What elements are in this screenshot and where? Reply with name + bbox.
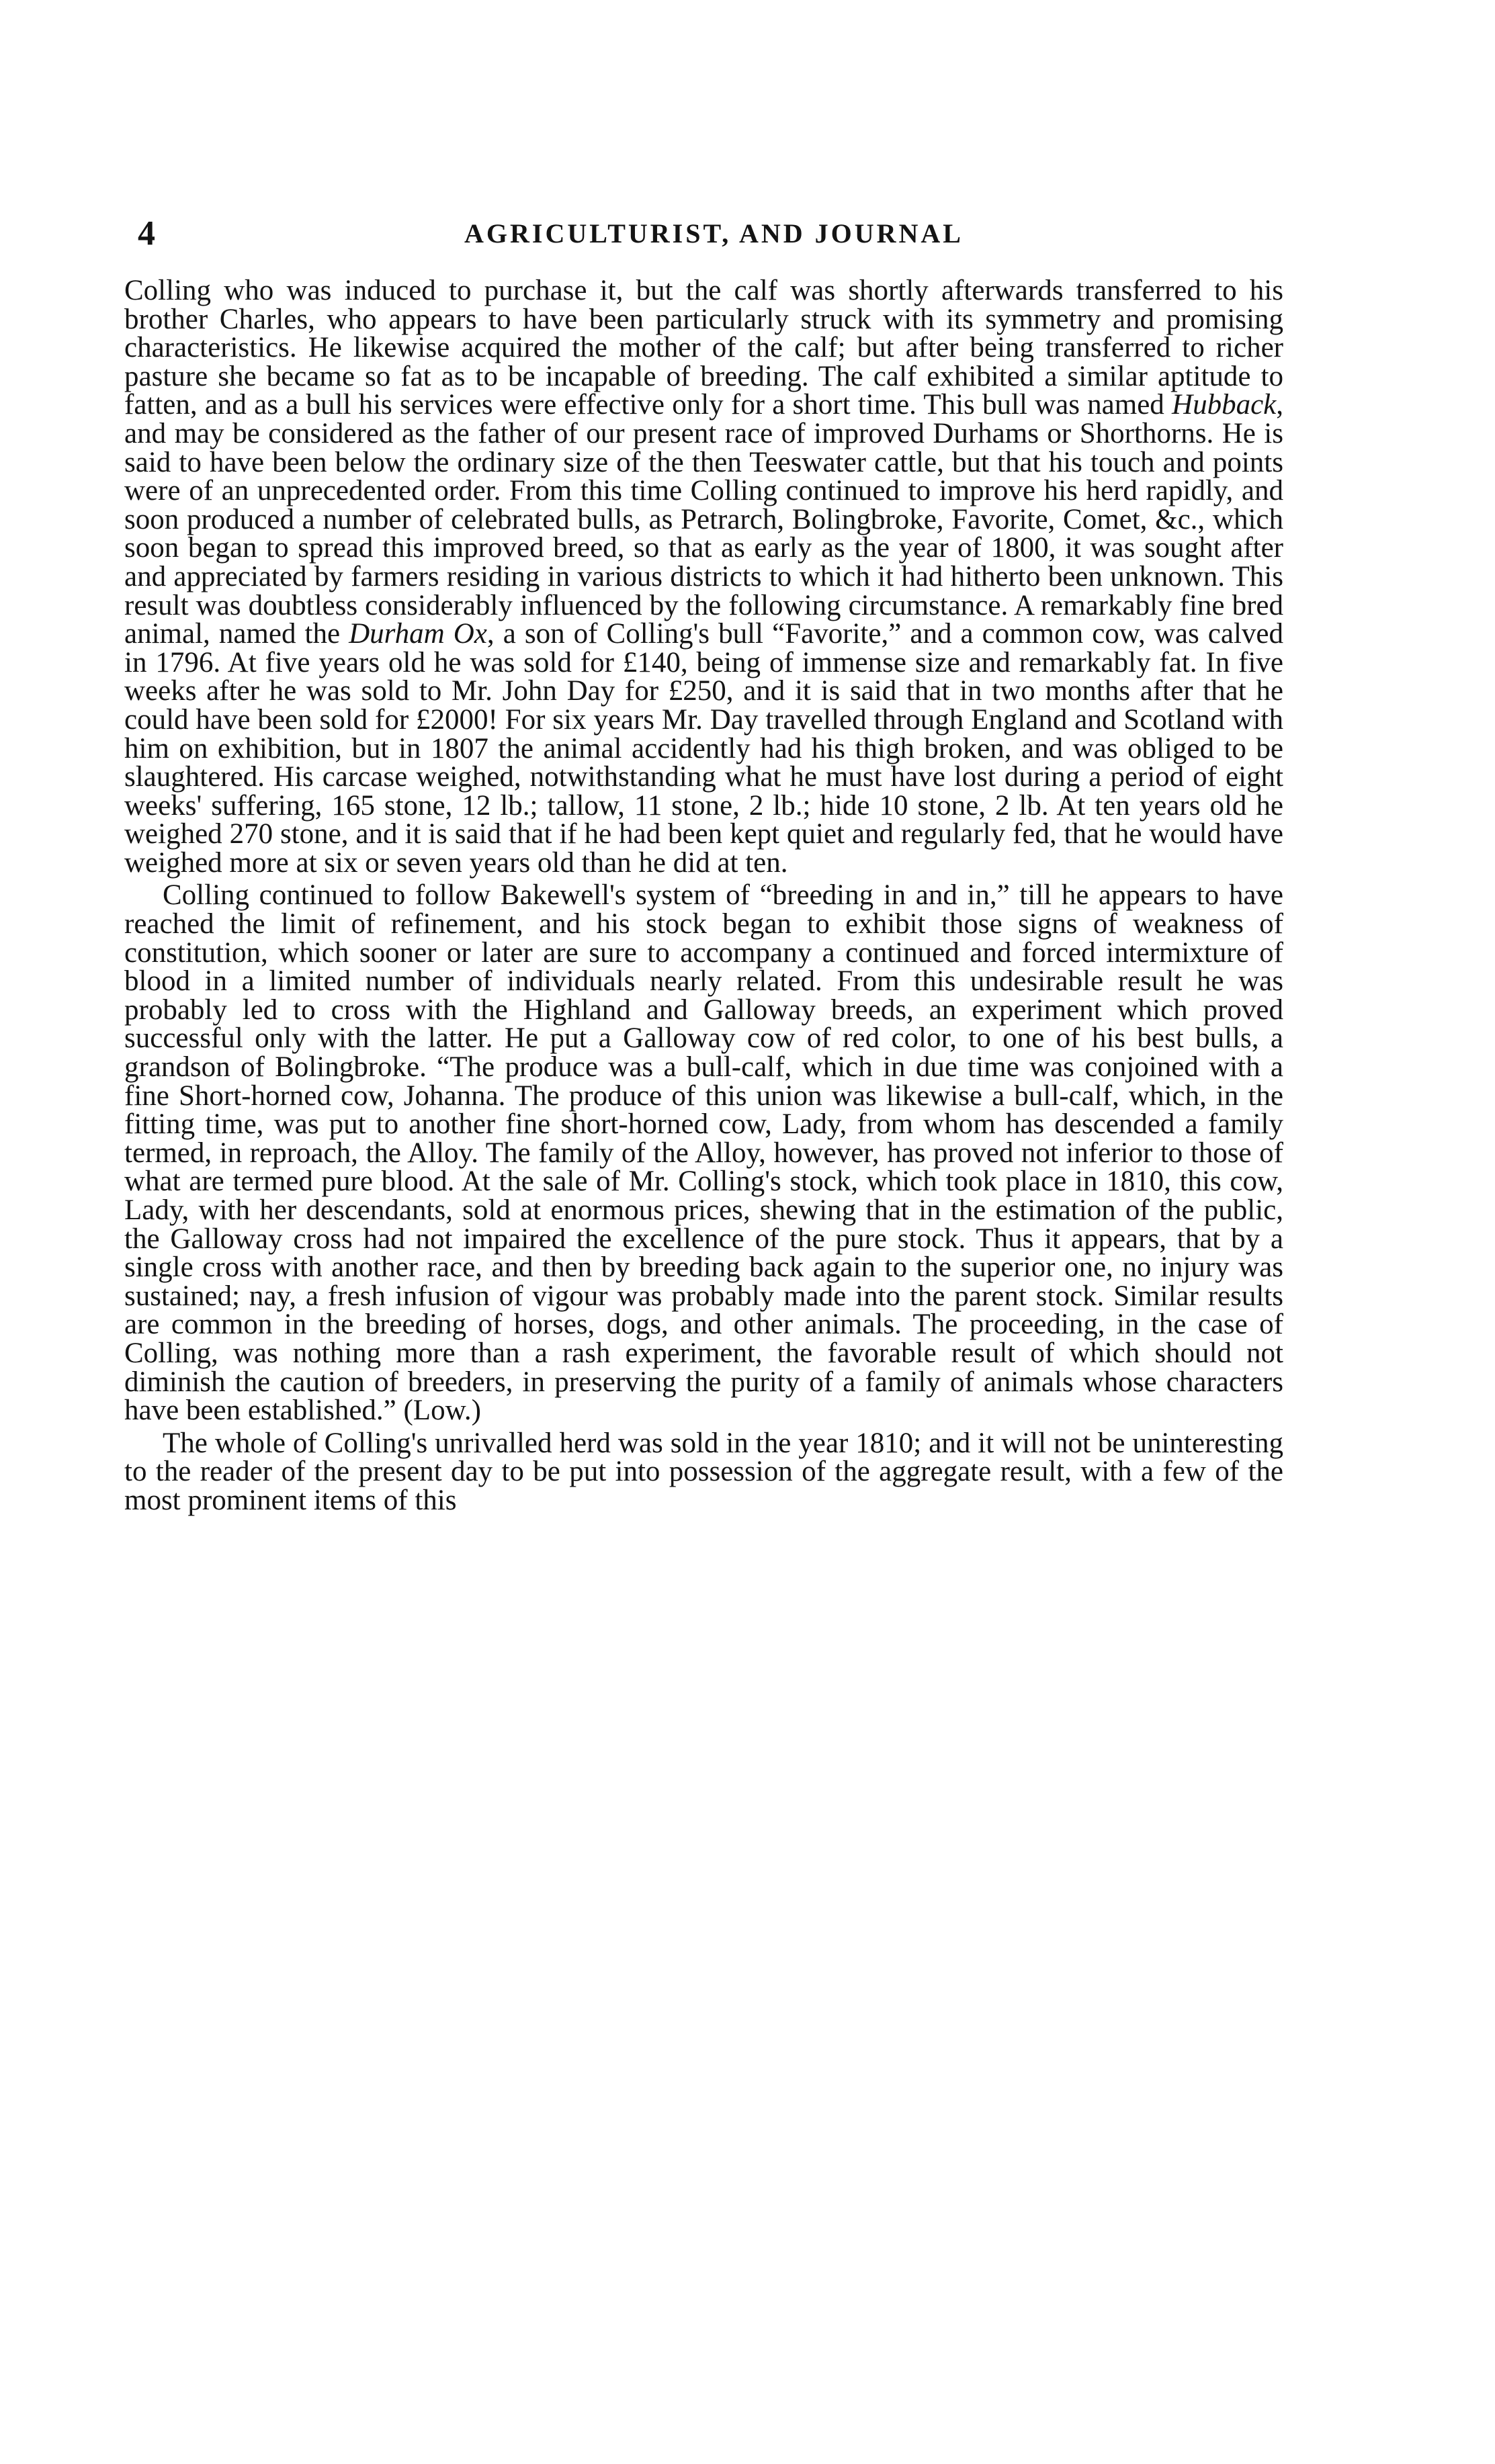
page-number: 4 [138,214,155,253]
text-run: The whole of Colling's unrivalled herd was sold in the year 1810; and it will not be uninteresting to the reader of the present day to be put into possession of the aggregate result, with a few of the most prominent items of this [124,1427,1283,1516]
text-run: , and may be considered as the father of our present race of improved Durhams or Shorthorns. He is said to have been below the ordinary size of the then Teeswater cattle, but that his touch and points were of an unprecedented order. From this time Colling continued to improve his herd rapidly, and soon produced a number of celebrated bulls, as Petrarch, Bolingbroke, Favorite, Comet, &c., which soon began to spread this improved breed, so that as early as the year of 1800, it was sought after and appreciated by farmers residing in various districts to which it had hitherto been unknown. This result was doubtless considerably influenced by the following circumstance. A remarkably fine bred animal, named the [124,389,1283,650]
running-title: AGRICULTURIST, AND JOURNAL [464,218,964,249]
body-text [124,277,1283,1515]
text-run: , a son of Colling's bull “Favorite,” and a common cow, was calved in 1796. At five years old he was sold for £140, being of immense size and remarkably fat. In five weeks after he was sold to Mr. John Day for £250, and it is said that in two months after that he could have been sold for £2000! For six years Mr. Day travelled through England and Scotland with him on exhibition, but in 1807 the animal accidently had his thigh broken, and was obliged to be slaughtered. His carcase weighed, notwithstanding what he must have lost during a period of eight weeks' suffering, 165 stone, 12 lb.; tallow, 11 stone, 2 lb.; hide 10 stone, 2 lb. At ten years old he weighed 270 stone, and it is said that if he had been kept quiet and regularly fed, that he would have weighed more at six or seven years old than he did at ten. [124,618,1284,879]
italic-name-hubback: Hubback [1172,389,1277,421]
paragraph-1 [124,277,1283,877]
paragraph-2 [124,881,1283,1425]
text-run: Colling who was induced to purchase it, but the calf was shortly afterwards transferred to his brother Charles, who appears to have been particularly struck with its symmetry and promising characteristics. He likewise acquired the mother of the calf; but after being transferred to richer pasture she became so fat as to be incapable of breeding. The calf exhibited a similar aptitude to fatten, and as a bull his services were effective only for a short time. This bull was named [124,275,1283,421]
paragraph-3 [124,1429,1283,1515]
text-run: Colling continued to follow Bakewell's system of “breeding in and in,” till he appears to have reached the limit of refinement, and his stock began to exhibit those signs of weakness of constitution, which sooner or later are sure to accompany a continued and forced intermixture of blood in a limited number of individuals nearly related. From this undesirable result he was probably led to cross with the Highland and Galloway breeds, an experiment which proved successful only with the latter. He put a Galloway cow of red color, to one of his best bulls, a grandson of Bolingbroke. “The produce was a bull-calf, which in due time was conjoined with a fine Short-horned cow, Johanna. The produce of this union was likewise a bull-calf, which, in the fitting time, was put to another fine short-horned cow, Lady, from whom has descended a family termed, in reproach, the Alloy. The family of the Alloy, however, has proved not inferior to those of what are termed pure blood. At the sale of Mr. Colling's stock, which took place in 1810, this cow, Lady, with her descendants, sold at enormous prices, shewing that in the estimation of the public, the Galloway cross had not impaired the excellence of the pure stock. Thus it appears, that by a single cross with another race, and then by breeding back again to the superior one, no injury was sustained; nay, a fresh infusion of vigour was probably made into the parent stock. Similar results are common in the breeding of horses, dogs, and other animals. The proceeding, in the case of Colling, was nothing more than a rash experiment, the favorable result of which should not diminish the caution of breeders, in preserving the purity of a family of animals whose characters have been established.” (Low.) [124,879,1283,1427]
running-head [138,214,1290,261]
italic-name-durham-ox: Durham Ox [349,618,487,650]
